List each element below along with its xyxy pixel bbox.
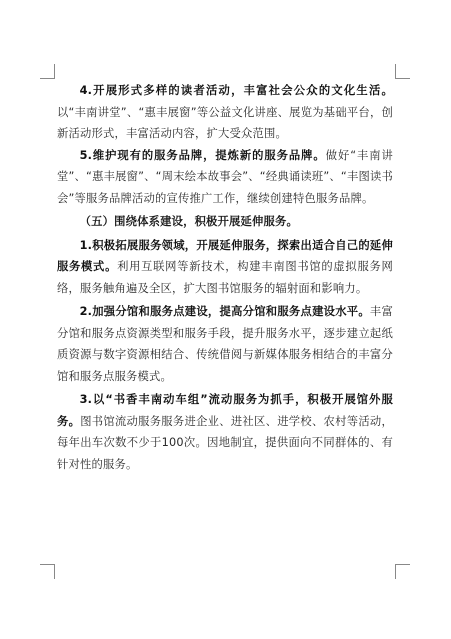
crop-mark-top-left (40, 64, 55, 79)
section-paragraph-3-body: 图书馆流动服务服务进企业、进社区、进学校、农村等活动，每年出车次数不少于100次。因地制宜，提供面向不同群体的、有针对性的服务。 (57, 414, 393, 471)
section-paragraph-3 (57, 389, 393, 475)
section-paragraph-2-body: 丰富分馆和服务点资源类型和服务手段，提升服务水平，逐步建立起纸质资源与数字资源相结合、传统借阅与新媒体服务相结合的丰富分馆和服务点服务模式。 (57, 305, 393, 383)
paragraph-4-body: 以“丰南讲堂”、“惠丰展窗”等公益文化讲座、展览为基础平台，创新活动形式，丰富活动内容，扩大受众范围。 (57, 105, 393, 140)
section-paragraph-2 (57, 301, 393, 387)
crop-mark-bottom-right (395, 564, 410, 579)
section-paragraph-1-heading: 1.积极拓展服务领域，开展延伸服务，探索出适合自己的延伸服务模式。 (57, 238, 393, 273)
section-paragraph-3-heading: 3.以“书香丰南动车组”流动服务为抓手，积极开展馆外服务。 (57, 393, 393, 428)
section-paragraph-1 (57, 235, 393, 300)
paragraph-5-heading: 5.维护现有的服务品牌，提炼新的服务品牌。 (79, 148, 326, 162)
crop-mark-top-right (395, 64, 410, 79)
section-paragraph-1-body: 利用互联网等新技术，构建丰南图书馆的虚拟服务网络，服务触角遍及全区，扩大图书馆服务的辐射面和影响力。 (57, 260, 393, 295)
paragraph-4-heading: 4.开展形式多样的读者活动，丰富社会公众的文化生活。 (79, 84, 393, 97)
paragraph-5-body: 做好“丰南讲堂”、“惠丰展窗”、“周末绘本故事会”、“经典诵读班”、“丰图读书会”等服务品牌活动的宣传推广工作，继续创建特色服务品牌。 (57, 148, 393, 205)
section-paragraph-2-heading: 2.加强分馆和服务点建设，提高分馆和服务点建设水平。 (79, 305, 370, 318)
paragraph-5 (57, 145, 393, 210)
paragraph-4 (57, 80, 393, 145)
crop-mark-bottom-left (40, 564, 55, 579)
document-body (57, 80, 393, 475)
section-title: （五）围绕体系建设，积极开展延伸服务。 (79, 215, 299, 228)
